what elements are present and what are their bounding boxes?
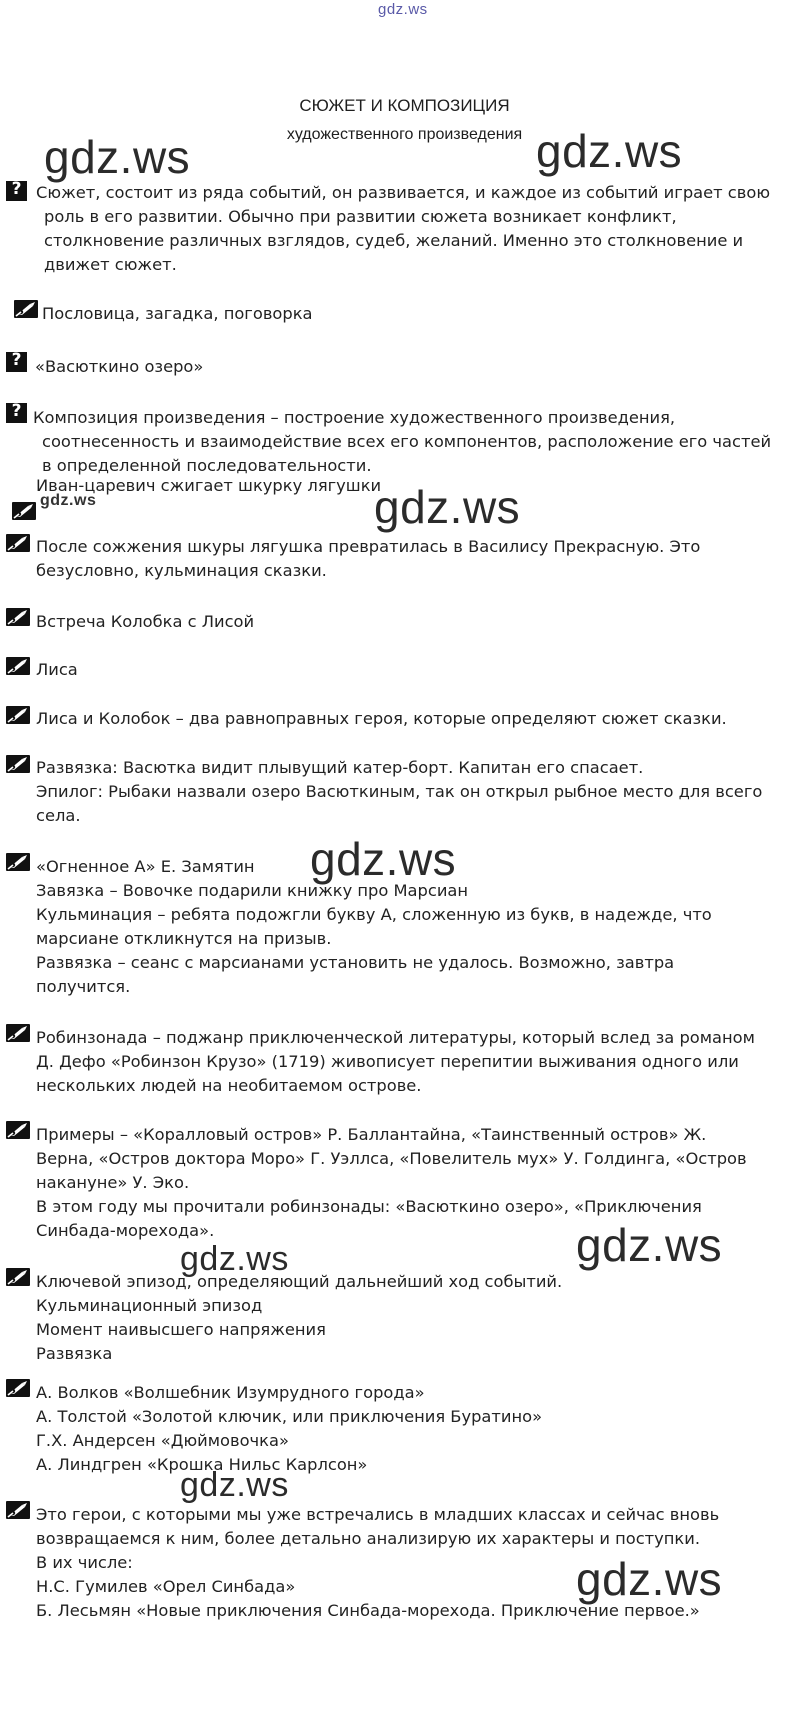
text-line: А. Линдгрен «Крошка Нильс Карлсон» (36, 1455, 368, 1474)
pen-icon (6, 1379, 30, 1397)
text-line: Примеры – «Коралловый остров» Р. Баллантайна, «Таинственный остров» Ж. (36, 1125, 707, 1144)
text-line: Развязка: Васютка видит плывущий катер-борт. Капитан его спасает. (36, 758, 644, 777)
watermark: gdz.ws (536, 125, 683, 177)
watermark: gdz.ws (576, 1553, 723, 1605)
text-line: села. (36, 806, 81, 825)
text-line: соотнесенность и взаимодействие всех его компонентов, расположение его частей (42, 432, 772, 451)
text-line: А. Толстой «Золотой ключик, или приключения Буратино» (36, 1407, 543, 1426)
text-line: Момент наивысшего напряжения (36, 1320, 326, 1339)
pen-icon (6, 534, 30, 552)
pen-icon (6, 853, 30, 871)
pen-icon (6, 608, 30, 626)
watermark: gdz.ws (180, 1240, 289, 1278)
pen-icon (6, 1024, 30, 1042)
text-line: Развязка – сеанс с марсианами установить не удалось. Возможно, завтра (36, 953, 675, 972)
pen-icon (14, 300, 38, 318)
watermark: gdz.ws (44, 131, 191, 183)
text-line: марсиане откликнутся на призыв. (36, 929, 332, 948)
text-line: Н.С. Гумилев «Орел Синбада» (36, 1577, 296, 1596)
text-line: получится. (36, 977, 131, 996)
text-line: Г.Х. Андерсен «Дюймовочка» (36, 1431, 289, 1450)
text-line: Ключевой эпизод, определяющий дальнейший ход событий. (36, 1272, 563, 1291)
text-line: Иван-царевич сжигает шкурку лягушки (36, 476, 382, 495)
text-line: столкновение различных взглядов, судеб, желаний. Именно это столкновение и (44, 231, 744, 250)
question-icon: ? (6, 403, 27, 423)
pen-icon (6, 1501, 30, 1519)
text-line: движет сюжет. (44, 255, 177, 274)
pen-icon (6, 1121, 30, 1139)
text-line: Сюжет, состоит из ряда событий, он развивается, и каждое из событий играет свою (36, 183, 771, 202)
watermark: gdz.ws (40, 492, 97, 509)
text-line: В этом году мы прочитали робинзонады: «Васюткино озеро», «Приключения (36, 1197, 702, 1216)
text-line: После сожжения шкуры лягушка превратилась в Василису Прекрасную. Это (36, 537, 701, 556)
text-line: «Огненное А» Е. Замятин (36, 857, 255, 876)
text-line: Встреча Колобка с Лисой (36, 612, 255, 631)
text-line: возвращаемся к ним, более детально анализирую их характеры и поступки. (36, 1529, 701, 1548)
watermark: gdz.ws (180, 1466, 289, 1504)
text-line: Б. Лесьмян «Новые приключения Синбада-морехода. Приключение первое.» (36, 1601, 700, 1620)
text-line: нескольких людей на необитаемом острове. (36, 1076, 422, 1095)
text-line: Кульминационный эпизод (36, 1296, 263, 1315)
pen-icon (6, 1268, 30, 1286)
question-icon: ? (6, 181, 27, 201)
text-line: Пословица, загадка, поговорка (42, 304, 313, 323)
text-line: Кульминация – ребята подожгли букву А, сложенную из букв, в надежде, что (36, 905, 712, 924)
text-line: Синбада-морехода». (36, 1221, 215, 1240)
text-line: роль в его развитии. Обычно при развитии сюжета возникает конфликт, (44, 207, 677, 226)
text-line: «Васюткино озеро» (35, 357, 204, 376)
pen-icon (6, 706, 30, 724)
watermark-top: gdz.ws (378, 1, 428, 18)
text-line: Лиса (36, 660, 78, 679)
text-line: Композиция произведения – построение художественного произведения, (33, 408, 676, 427)
text-line: Робинзонада – поджанр приключенческой литературы, который вслед за романом (36, 1028, 755, 1047)
page-subtitle: художественного произведения (286, 126, 523, 143)
text-line: А. Волков «Волшебник Изумрудного города» (36, 1383, 425, 1402)
text-line: Д. Дефо «Робинзон Крузо» (1719) живописует перепитии выживания одного или (36, 1052, 739, 1071)
text-line: В их числе: (36, 1553, 133, 1572)
watermark: gdz.ws (576, 1219, 723, 1271)
text-line: Развязка (36, 1344, 113, 1363)
text-line: в определенной последовательности. (42, 456, 372, 475)
text-line: Лиса и Колобок – два равноправных героя, которые определяют сюжет сказки. (36, 709, 727, 728)
page-title: СЮЖЕТ И КОМПОЗИЦИЯ (299, 96, 510, 115)
pen-icon (6, 657, 30, 675)
text-line: безусловно, кульминация сказки. (36, 561, 327, 580)
pen-icon (12, 502, 36, 520)
watermark: gdz.ws (310, 833, 457, 885)
text-line: Это герои, с которыми мы уже встречались в младших классах и сейчас вновь (36, 1505, 720, 1524)
question-icon: ? (6, 352, 27, 372)
watermark: gdz.ws (374, 481, 521, 533)
text-line: Завязка – Вовочке подарили книжку про Марсиан (36, 881, 469, 900)
text-line: Эпилог: Рыбаки назвали озеро Васюткиным, так он открыл рыбное место для всего (36, 782, 763, 801)
pen-icon (6, 755, 30, 773)
text-line: Верна, «Остров доктора Моро» Г. Уэллса, «Повелитель мух» У. Голдинга, «Остров (36, 1149, 747, 1168)
text-line: накануне» У. Эко. (36, 1173, 190, 1192)
